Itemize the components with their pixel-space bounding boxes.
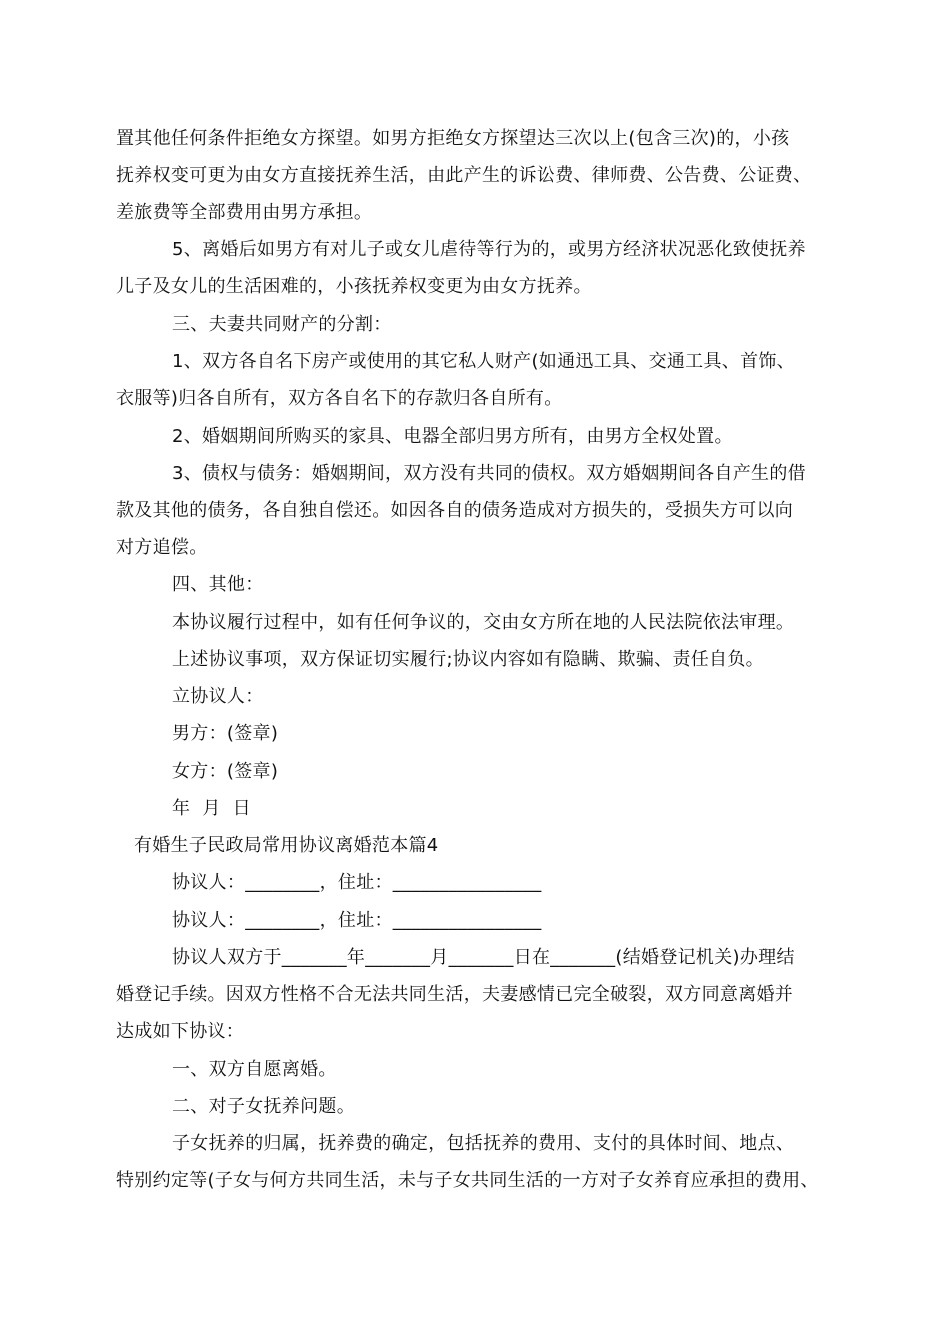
text-line: 差旅费等全部费用由男方承担。 — [116, 202, 373, 223]
text-line: 衣服等)归各自所有，双方各自名下的存款归各自所有。 — [116, 388, 563, 409]
section-heading: 四、其他： — [172, 574, 264, 595]
text-line: 上述协议事项，双方保证切实履行;协议内容如有隐瞒、欺骗、责任自负。 — [172, 649, 764, 670]
signatory-label: 立协议人： — [172, 686, 264, 707]
female-signature-line: 女方：(签章) — [172, 761, 279, 782]
text-line: 达成如下协议： — [116, 1021, 245, 1042]
party-field-line: 协议人：________，住址：________________ — [172, 872, 542, 893]
document-title: 有婚生子民政局常用协议离婚范本篇4 — [134, 835, 439, 856]
section-heading: 一、双方自愿离婚。 — [172, 1059, 337, 1080]
date-line: 年 月 日 — [172, 798, 251, 819]
male-signature-line: 男方：(签章) — [172, 723, 279, 744]
text-line: 3、债权与债务：婚姻期间，双方没有共同的债权。双方婚姻期间各自产生的借 — [172, 463, 806, 484]
text-line: 子女抚养的归属，抚养费的确定，包括抚养的费用、支付的具体时间、地点、 — [172, 1133, 795, 1154]
section-heading: 二、对子女抚养问题。 — [172, 1096, 355, 1117]
text-line: 5、离婚后如男方有对儿子或女儿虐待等行为的，或男方经济状况恶化致使抚养 — [172, 239, 806, 260]
text-line: 本协议履行过程中，如有任何争议的，交由女方所在地的人民法院依法审理。 — [172, 612, 795, 633]
section-heading: 三、夫妻共同财产的分割： — [172, 314, 392, 335]
text-line: 特别约定等(子女与何方共同生活，未与子女共同生活的一方对子女养育应承担的费用、 — [116, 1170, 819, 1191]
text-line: 婚登记手续。因双方性格不合无法共同生活，夫妻感情已完全破裂，双方同意离婚并 — [116, 984, 794, 1005]
text-line: 1、双方各自名下房产或使用的其它私人财产(如通迅工具、交通工具、首饰、 — [172, 351, 795, 372]
text-line: 协议人双方于_______年_______月_______日在_______(结婚登记机关)办理结 — [172, 947, 795, 968]
text-line: 抚养权变可更为由女方直接抚养生活，由此产生的诉讼费、律师费、公告费、公证费、 — [116, 165, 812, 186]
text-line: 置其他任何条件拒绝女方探望。如男方拒绝女方探望达三次以上(包含三次)的，小孩 — [116, 128, 790, 149]
text-line: 儿子及女儿的生活困难的，小孩抚养权变更为由女方抚养。 — [116, 276, 592, 297]
text-line: 对方追偿。 — [116, 537, 208, 558]
text-line: 2、婚姻期间所购买的家具、电器全部归男方所有，由男方全权处置。 — [172, 426, 733, 447]
party-field-line: 协议人：________，住址：________________ — [172, 910, 542, 931]
text-line: 款及其他的债务，各自独自偿还。如因各自的债务造成对方损失的，受损失方可以向 — [116, 500, 794, 521]
